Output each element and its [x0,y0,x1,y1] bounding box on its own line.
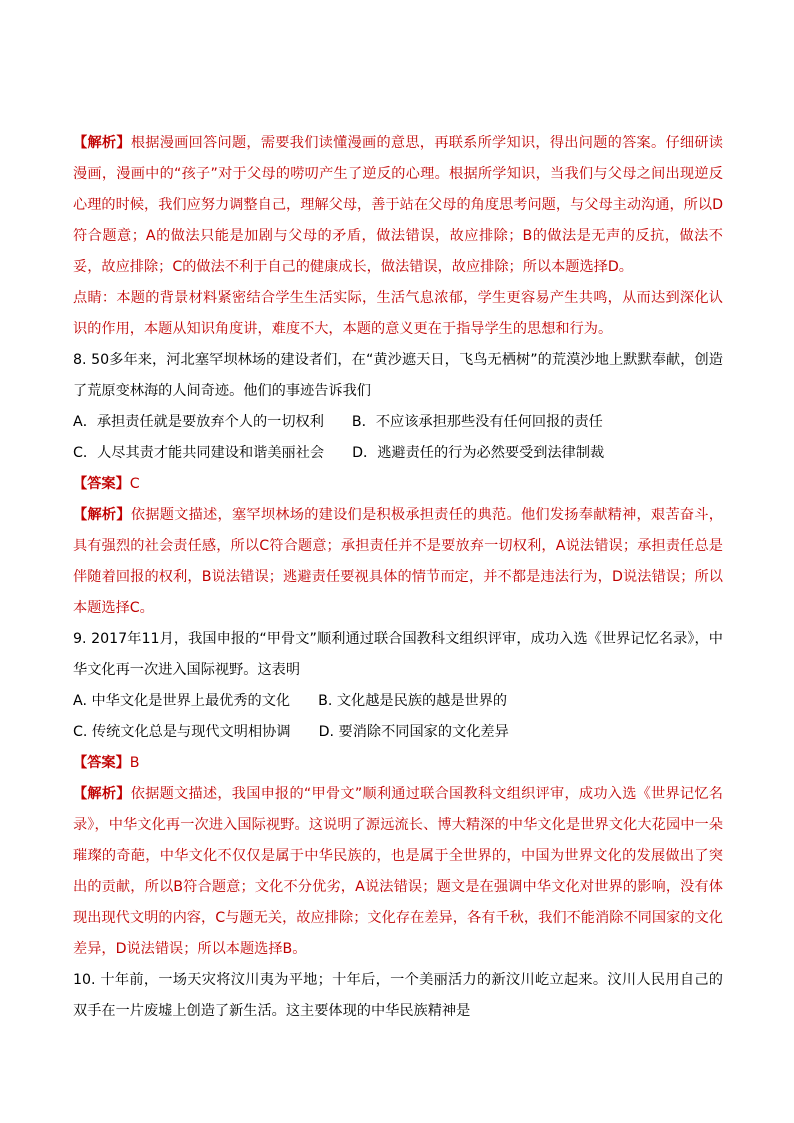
analysis-tag: 【解析】 [73,786,131,802]
q9-analysis [73,779,723,965]
q9-answer [73,748,723,779]
answer-tag: 【答案】 [73,476,130,492]
q8-options-row-2 [73,438,723,469]
q9-option-a: A. 中华文化是世界上最优秀的文化 [73,693,291,709]
q7-note [73,283,723,345]
q9-options-row-1 [73,686,723,717]
analysis-tag: 【解析】 [73,507,131,523]
document-page [73,128,723,1027]
answer-value: C [129,476,140,492]
note-text: 本题的背景材料紧密结合学生生活实际，生活气息浓郁，学生更容易产生共鸣，从而达到深化认识的作用，本题从知识角度讲，难度不大，本题的意义更在于指导学生的思想和行为。 [73,290,723,337]
q9-option-d: D. 要消除不同国家的文化差异 [318,724,509,740]
q8-options-row-1 [73,407,723,438]
q8-analysis [73,500,723,624]
q9-stem: 9. 2017年11月，我国申报的“甲骨文”顺利通过联合国教科文组织评审，成功入选《世界记忆名录》，中华文化再一次进入国际视野。这表明 [73,631,723,678]
q7-analysis [73,128,723,283]
q8-option-c: C．人尽其责才能共同建设和谐美丽社会 [73,445,325,461]
q9-options-row-2 [73,717,723,748]
answer-value: B [129,755,140,771]
analysis-text: 依据题文描述，我国申报的“甲骨文”顺利通过联合国教科文组织评审，成功入选《世界记忆名录》，中华文化再一次进入国际视野。这说明了源远流长、博大精深的中华文化是世界文化大花园中一朵璀璨的奇葩，中华文化不仅仅是属于中华民族的，也是属于全世界的，中国为世界文化的发展做出了突出的贡献，所以B符合题意；文化不分优劣，A说法错误；题文是在强调中华文化对世界的影响，没有体现出现代文明的内容，C与题无关，故应排除；文化存在差异，各有千秋，我们不能消除不同国家的文化差异，D说法错误；所以本题选择B。 [73,786,723,957]
q9-option-b: B. 文化越是民族的越是世界的 [318,693,508,709]
note-tag: 点睛： [73,290,117,306]
analysis-tag: 【解析】 [73,135,131,151]
q8-answer [73,469,723,500]
analysis-text: 依据题文描述，塞罕坝林场的建设们是积极承担责任的典范。他们发扬奉献精神，艰苦奋斗，具有强烈的社会责任感，所以C符合题意；承担责任并不是要放弃一切权利，A说法错误；承担责任总是伴随着回报的权利，B说法错误；逃避责任要视具体的情节而定，并不都是违法行为，D说法错误；所以本题选择C。 [73,507,723,616]
q8-option-b: B．不应该承担那些没有任何回报的责任 [351,414,603,430]
q8-stem: 8. 50多年来，河北塞罕坝林场的建设者们，在“黄沙遮天日，飞鸟无栖树”的荒漠沙地上默默奉献，创造了荒原变林海的人间奇迹。他们的事迹告诉我们 [73,352,723,399]
q10-stem: 10. 十年前，一场天灾将汶川夷为平地；十年后，一个美丽活力的新汶川屹立起来。汶川人民用自己的双手在一片废墟上创造了新生活。这主要体现的中华民族精神是 [73,972,723,1019]
q8-option-a: A．承担责任就是要放弃个人的一切权利 [73,414,324,430]
q9-option-c: C. 传统文化总是与现代文明相协调 [73,724,291,740]
answer-tag: 【答案】 [73,755,130,771]
analysis-text: 根据漫画回答问题，需要我们读懂漫画的意思，再联系所学知识，得出问题的答案。仔细研读漫画，漫画中的“孩子”对于父母的唠叨产生了逆反的心理。根据所学知识，当我们与父母之间出现逆反心理的时候，我们应努力调整自己，理解父母，善于站在父母的角度思考问题，与父母主动沟通，所以D符合题意；A的做法只能是加剧与父母的矛盾，做法错误，故应排除；B的做法是无声的反抗，做法不妥，故应排除；C的做法不利于自己的健康成长，做法错误，故应排除；所以本题选择D。 [73,135,723,275]
q8-option-d: D．逃避责任的行为必然要受到法律制裁 [352,445,605,461]
